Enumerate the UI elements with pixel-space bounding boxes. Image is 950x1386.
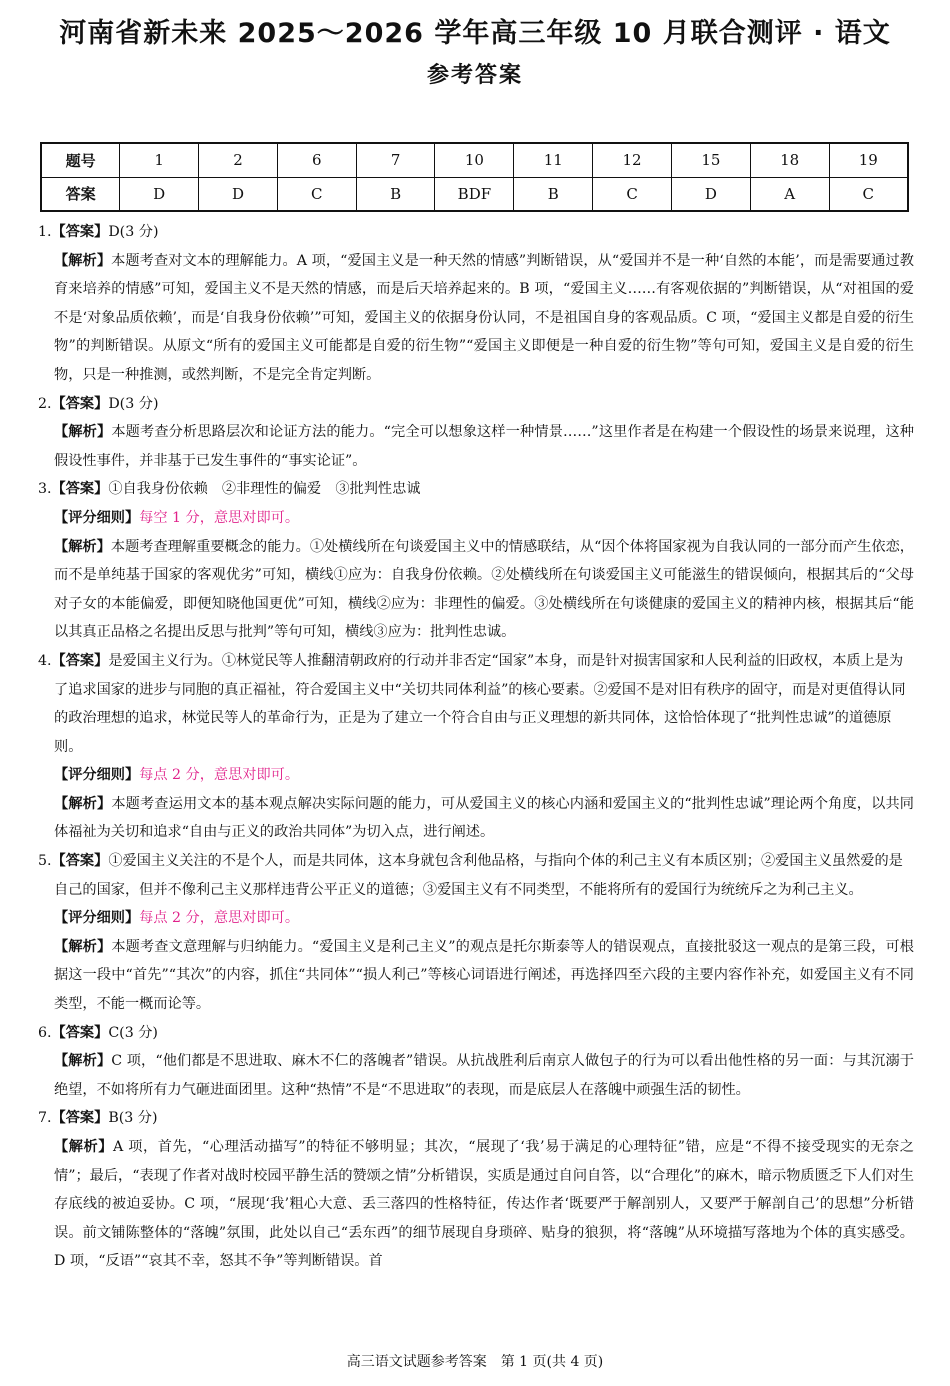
question-number-cell: 2 (199, 143, 278, 177)
answer-line (38, 1019, 914, 1048)
answer-line (38, 847, 914, 904)
answer-label: 【答案】 (51, 1110, 109, 1127)
answer-cell: C (829, 177, 908, 211)
scoring-text: 每点 2 分，意思对即可。 (139, 910, 300, 927)
question-number-cell: 1 (120, 143, 199, 177)
analysis-label: 【解析】 (54, 1053, 112, 1070)
analysis-label: 【解析】 (54, 938, 112, 955)
analysis-line (38, 418, 914, 475)
answer-cell: C (593, 177, 672, 211)
answer-table (40, 142, 909, 212)
answer-cell: BDF (435, 177, 514, 211)
analysis-line (38, 790, 914, 847)
answer-explanations (38, 218, 914, 1276)
question-number-row (41, 143, 908, 177)
question-number-cell: 15 (671, 143, 750, 177)
answer-text: 是爱国主义行为。①林觉民等人推翻清朝政府的行动并非否定“国家”本身，而是针对损害国家和人民利益的旧政权，本质上是为了追求国家的进步与同胞的真正福祉，符合爱国主义中“关切共同体利益”的核心要素。②爱国不是对旧有秩序的固守，而是对更值得认同的政治理想的追求，林觉民等人的革命行为，正是为了建立一个符合自由与正义理想的新共同体，这恰恰体现了“批判性忠诚”的道德原则。 (54, 652, 906, 755)
analysis-line (38, 933, 914, 1019)
row-label-question: 题号 (41, 143, 120, 177)
analysis-text: 本题考查运用文本的基本观点解决实际问题的能力，可从爱国主义的核心内涵和爱国主义的“批判性忠诚”理论两个角度，以共同体福祉为关切和追求“自由与正义的政治共同体”为切入点，进行阐述。 (54, 795, 914, 841)
analysis-line (38, 1133, 914, 1276)
question-number-cell: 19 (829, 143, 908, 177)
answer-line (38, 1104, 914, 1133)
answer-row (41, 177, 908, 211)
page-title: 河南省新未来 2025～2026 学年高三年级 10 月联合测评 · 语文 (59, 18, 891, 49)
question-number-cell: 7 (356, 143, 435, 177)
question-number-cell: 18 (750, 143, 829, 177)
answer-text: D(3 分) (108, 224, 159, 240)
scoring-line (38, 504, 914, 533)
scoring-label: 【评分细则】 (54, 910, 140, 927)
answer-cell: D (120, 177, 199, 211)
analysis-label: 【解析】 (54, 252, 112, 269)
analysis-line (38, 247, 914, 390)
scoring-text: 每点 2 分，意思对即可。 (139, 767, 300, 784)
item-number: 7. (38, 1110, 52, 1127)
answer-cell: B (356, 177, 435, 211)
answer-text: ①爱国主义关注的不是个人，而是共同体，这本身就包含利他品格，与指向个体的利己主义有本质区别；②爱国主义虽然爱的是自己的国家，但并不像利己主义那样违背公平正义的道德；③爱国主义有不同类型，不能将所有的爱国行为统统斥之为利己主义。 (54, 853, 903, 898)
row-label-answer: 答案 (41, 177, 120, 211)
item-number: 2. (38, 395, 52, 412)
analysis-line (38, 1047, 914, 1104)
answer-line (38, 647, 914, 761)
item-number: 6. (38, 1024, 52, 1041)
item-number: 5. (38, 853, 52, 870)
item-4 (38, 647, 914, 847)
question-number-cell: 6 (277, 143, 356, 177)
analysis-text: 本题考查理解重要概念的能力。①处横线所在句谈爱国主义中的情感联结，从“因个体将国家视为自我认同的一部分而产生依恋，而不是单纯基于国家的客观优劣”可知，横线①应为：自我身份依赖。②处横线所在句谈爱国主义可能滋生的错误倾向，根据其后的“父母对子女的本能偏爱，即便知晓他国更优”可知，横线②应为：非理性的偏爱。③处横线所在句谈健康的爱国主义的精神内核，根据其后“能以其真正品格之名提出反思与批判”等句可知，横线③应为：批判性忠诚。 (54, 538, 914, 641)
answer-line (38, 475, 914, 504)
analysis-text: 本题考查文意理解与归纳能力。“爱国主义是利己主义”的观点是托尔斯泰等人的错误观点，直接批驳这一观点的是第三段，可根据这一段中“首先”“其次”的内容，抓住“共同体”“损人利己”等核心词语进行阐述，再选择四至六段的主要内容作补充，如爱国主义有不同类型，不能一概而论等。 (54, 938, 914, 1013)
analysis-label: 【解析】 (54, 795, 112, 812)
answer-label: 【答案】 (51, 224, 109, 240)
answer-label: 【答案】 (51, 395, 109, 412)
answer-text: ①自我身份依赖 ②非理性的偏爱 ③批判性忠诚 (108, 481, 421, 498)
analysis-text: 本题考查对文本的理解能力。A 项，“爱国主义是一种天然的情感”判断错误，从“爱国并不是一种‘自然的本能’，而是需要通过教育来培养的情感”可知，爱国主义不是天然的情感，而是后天培养起来的。B 项，“爱国主义……有客观依据的”判断错误，从“对祖国的爱不是‘对象品质依赖’，而是‘自我身份依赖’”可知，爱国主义的依据身份认同，不是祖国自身的客观品质。C 项，“爱国主义都是自爱的衍生物”的判断错误。从原文“所有的爱国主义可能都是自爱的衍生物”“爱国主义即便是一种自爱的衍生物”等句可知，爱国主义是自爱的衍生物，只是一种推测，或然判断，不是完全肯定判断。 (54, 252, 914, 383)
item-5 (38, 847, 914, 1019)
answer-text: D(3 分) (108, 395, 159, 412)
analysis-label: 【解析】 (54, 424, 112, 441)
scoring-label: 【评分细则】 (54, 509, 140, 526)
answer-label: 【答案】 (51, 1024, 109, 1041)
item-number: 3. (38, 481, 52, 498)
answer-label: 【答案】 (51, 652, 109, 669)
answer-line (38, 390, 914, 419)
answer-cell: D (671, 177, 750, 211)
item-6 (38, 1019, 914, 1105)
answer-cell: D (199, 177, 278, 211)
answer-cell: B (514, 177, 593, 211)
analysis-line (38, 533, 914, 647)
analysis-text: C 项，“他们都是不思进取、麻木不仁的落魄者”错误。从抗战胜利后南京人做包子的行为可以看出他性格的另一面：与其沉溺于绝望，不如将所有力气砸进面团里。这种“热情”不是“不思进取”的表现，而是底层人在落魄中顽强生活的韧性。 (54, 1053, 914, 1098)
answer-text: C(3 分) (108, 1024, 158, 1041)
answer-label: 【答案】 (51, 853, 109, 870)
answer-label: 【答案】 (51, 481, 109, 498)
analysis-label: 【解析】 (54, 538, 111, 555)
question-number-cell: 11 (514, 143, 593, 177)
item-2 (38, 390, 914, 476)
page-footer: 高三语文试题参考答案 第 1 页(共 4 页) (346, 1354, 604, 1370)
question-number-cell: 12 (593, 143, 672, 177)
scoring-text: 每空 1 分，意思对即可。 (139, 509, 300, 526)
answer-line (38, 218, 914, 247)
item-1 (38, 218, 914, 390)
question-number-cell: 10 (435, 143, 514, 177)
scoring-line (38, 761, 914, 790)
answer-cell: A (750, 177, 829, 211)
analysis-label: 【解析】 (54, 1139, 113, 1155)
page-subtitle: 参考答案 (426, 63, 523, 88)
item-3 (38, 475, 914, 647)
item-number: 4. (38, 652, 52, 669)
scoring-line (38, 904, 914, 933)
answer-cell: C (277, 177, 356, 211)
analysis-text: 本题考查分析思路层次和论证方法的能力。“完全可以想象这样一种情景……”这里作者是在构建一个假设性的场景来说理，这种假设性事件，并非基于已发生事件的“事实论证”。 (54, 424, 914, 469)
answer-text: B(3 分) (108, 1110, 158, 1127)
item-7 (38, 1104, 914, 1276)
analysis-text: A 项，首先，“心理活动描写”的特征不够明显；其次，“展现了‘我’易于满足的心理特征”错，应是“不得不接受现实的无奈之情”；最后，“表现了作者对战时校园平静生活的赞颂之情”分析错误，实质是通过自问自答，以“合理化”的麻木，暗示物质匮乏下人们对生存底线的被迫妥协。C 项，“展现‘我’粗心大意、丢三落四的性格特征，传达作者‘既要严于解剖别人，又要严于解剖自己’的思想”分析错误。前文铺陈整体的“落魄”氛围，此处以自己“丢东西”的细节展现自身琐碎、贴身的狼狈，将“落魄”从环境描写落地为个体的真实感受。D 项，“反语”“哀其不幸，怒其不争”等判断错误。首 (54, 1139, 914, 1270)
scoring-label: 【评分细则】 (54, 767, 140, 784)
item-number: 1. (38, 224, 52, 240)
